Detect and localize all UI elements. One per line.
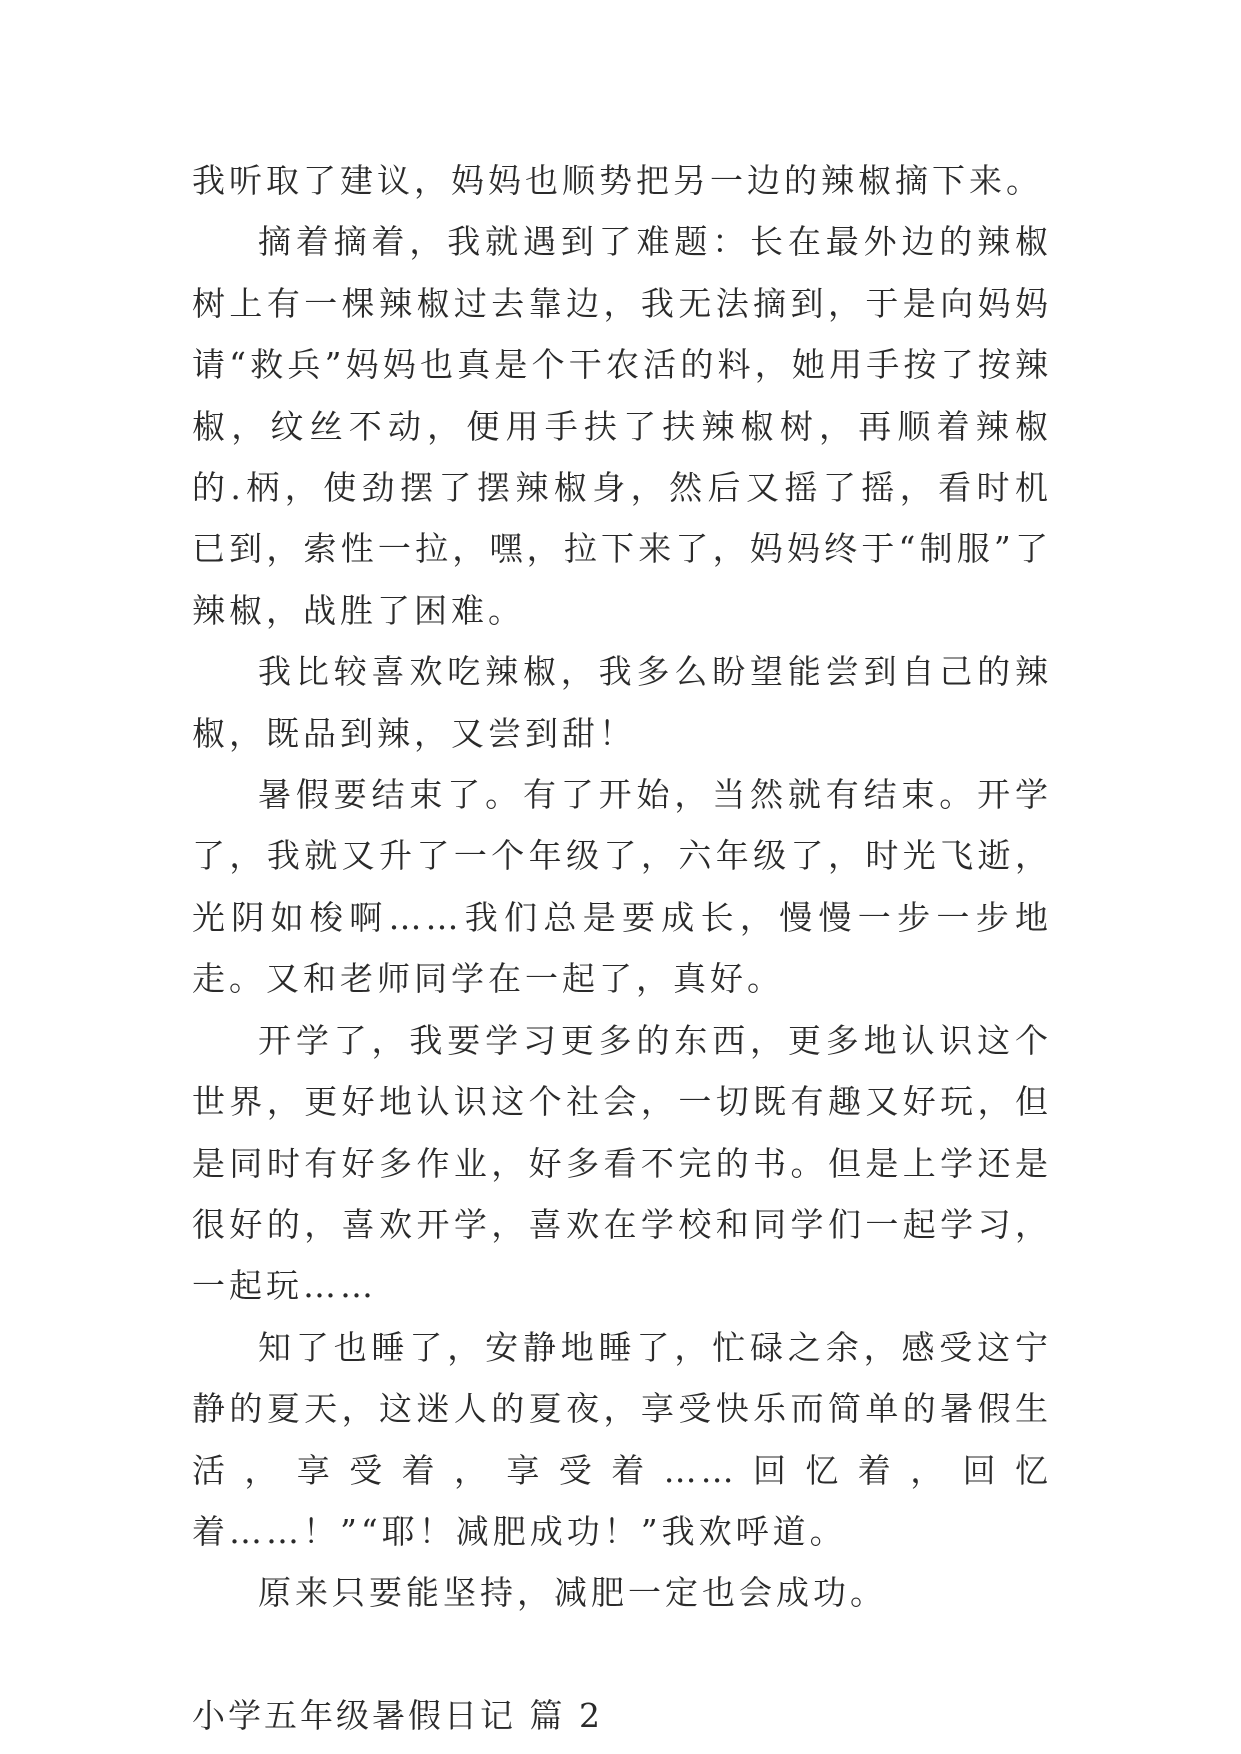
paragraph: 我比较喜欢吃辣椒，我多么盼望能尝到自己的辣椒，既品到辣，又尝到甜！ <box>192 652 1052 753</box>
paragraph: 暑假要结束了。有了开始，当然就有结束。开学了，我就又升了一个年级了，六年级了，时光飞逝，光阴如梭啊……我们总是要成长，慢慢一步一步地走。又和老师同学在一起了，真好。 <box>192 775 1052 999</box>
paragraph: 摘着摘着，我就遇到了难题：长在最外边的辣椒树上有一棵辣椒过去靠边，我无法摘到，于是向妈妈请“救兵”妈妈也真是个干农活的料，她用手按了按辣椒，纹丝不动，便用手扶了扶辣椒树，再顺着辣椒的.柄，使劲摆了摆辣椒身，然后又摇了摇，看时机已到，索性一拉，嘿，拉下来了，妈妈终于“制服”了辣椒，战胜了困难。 <box>192 222 1052 630</box>
paragraph: 开学了，我要学习更多的东西，更多地认识这个世界，更好地认识这个社会，一切既有趣又好玩，但是同时有好多作业，好多看不完的书。但是上学还是很好的，喜欢开学，喜欢在学校和同学们一起学习，一起玩…… <box>192 1020 1052 1306</box>
paragraph: 知了也睡了，安静地睡了，忙碌之余，感受这宁静的夏天，这迷人的夏夜，享受快乐而简单的暑假生活，享受着，享受着……回忆着，回忆着……！”“耶！减肥成功！”我欢呼道。 <box>192 1327 1052 1551</box>
document-body <box>192 150 1052 1746</box>
paragraph: 我听取了建议，妈妈也顺势把另一边的辣椒摘下来。 <box>192 161 1043 200</box>
paragraph: 原来只要能坚持，减肥一定也会成功。 <box>258 1573 887 1613</box>
section-heading: 小学五年级暑假日记 篇 2 <box>192 1695 603 1735</box>
